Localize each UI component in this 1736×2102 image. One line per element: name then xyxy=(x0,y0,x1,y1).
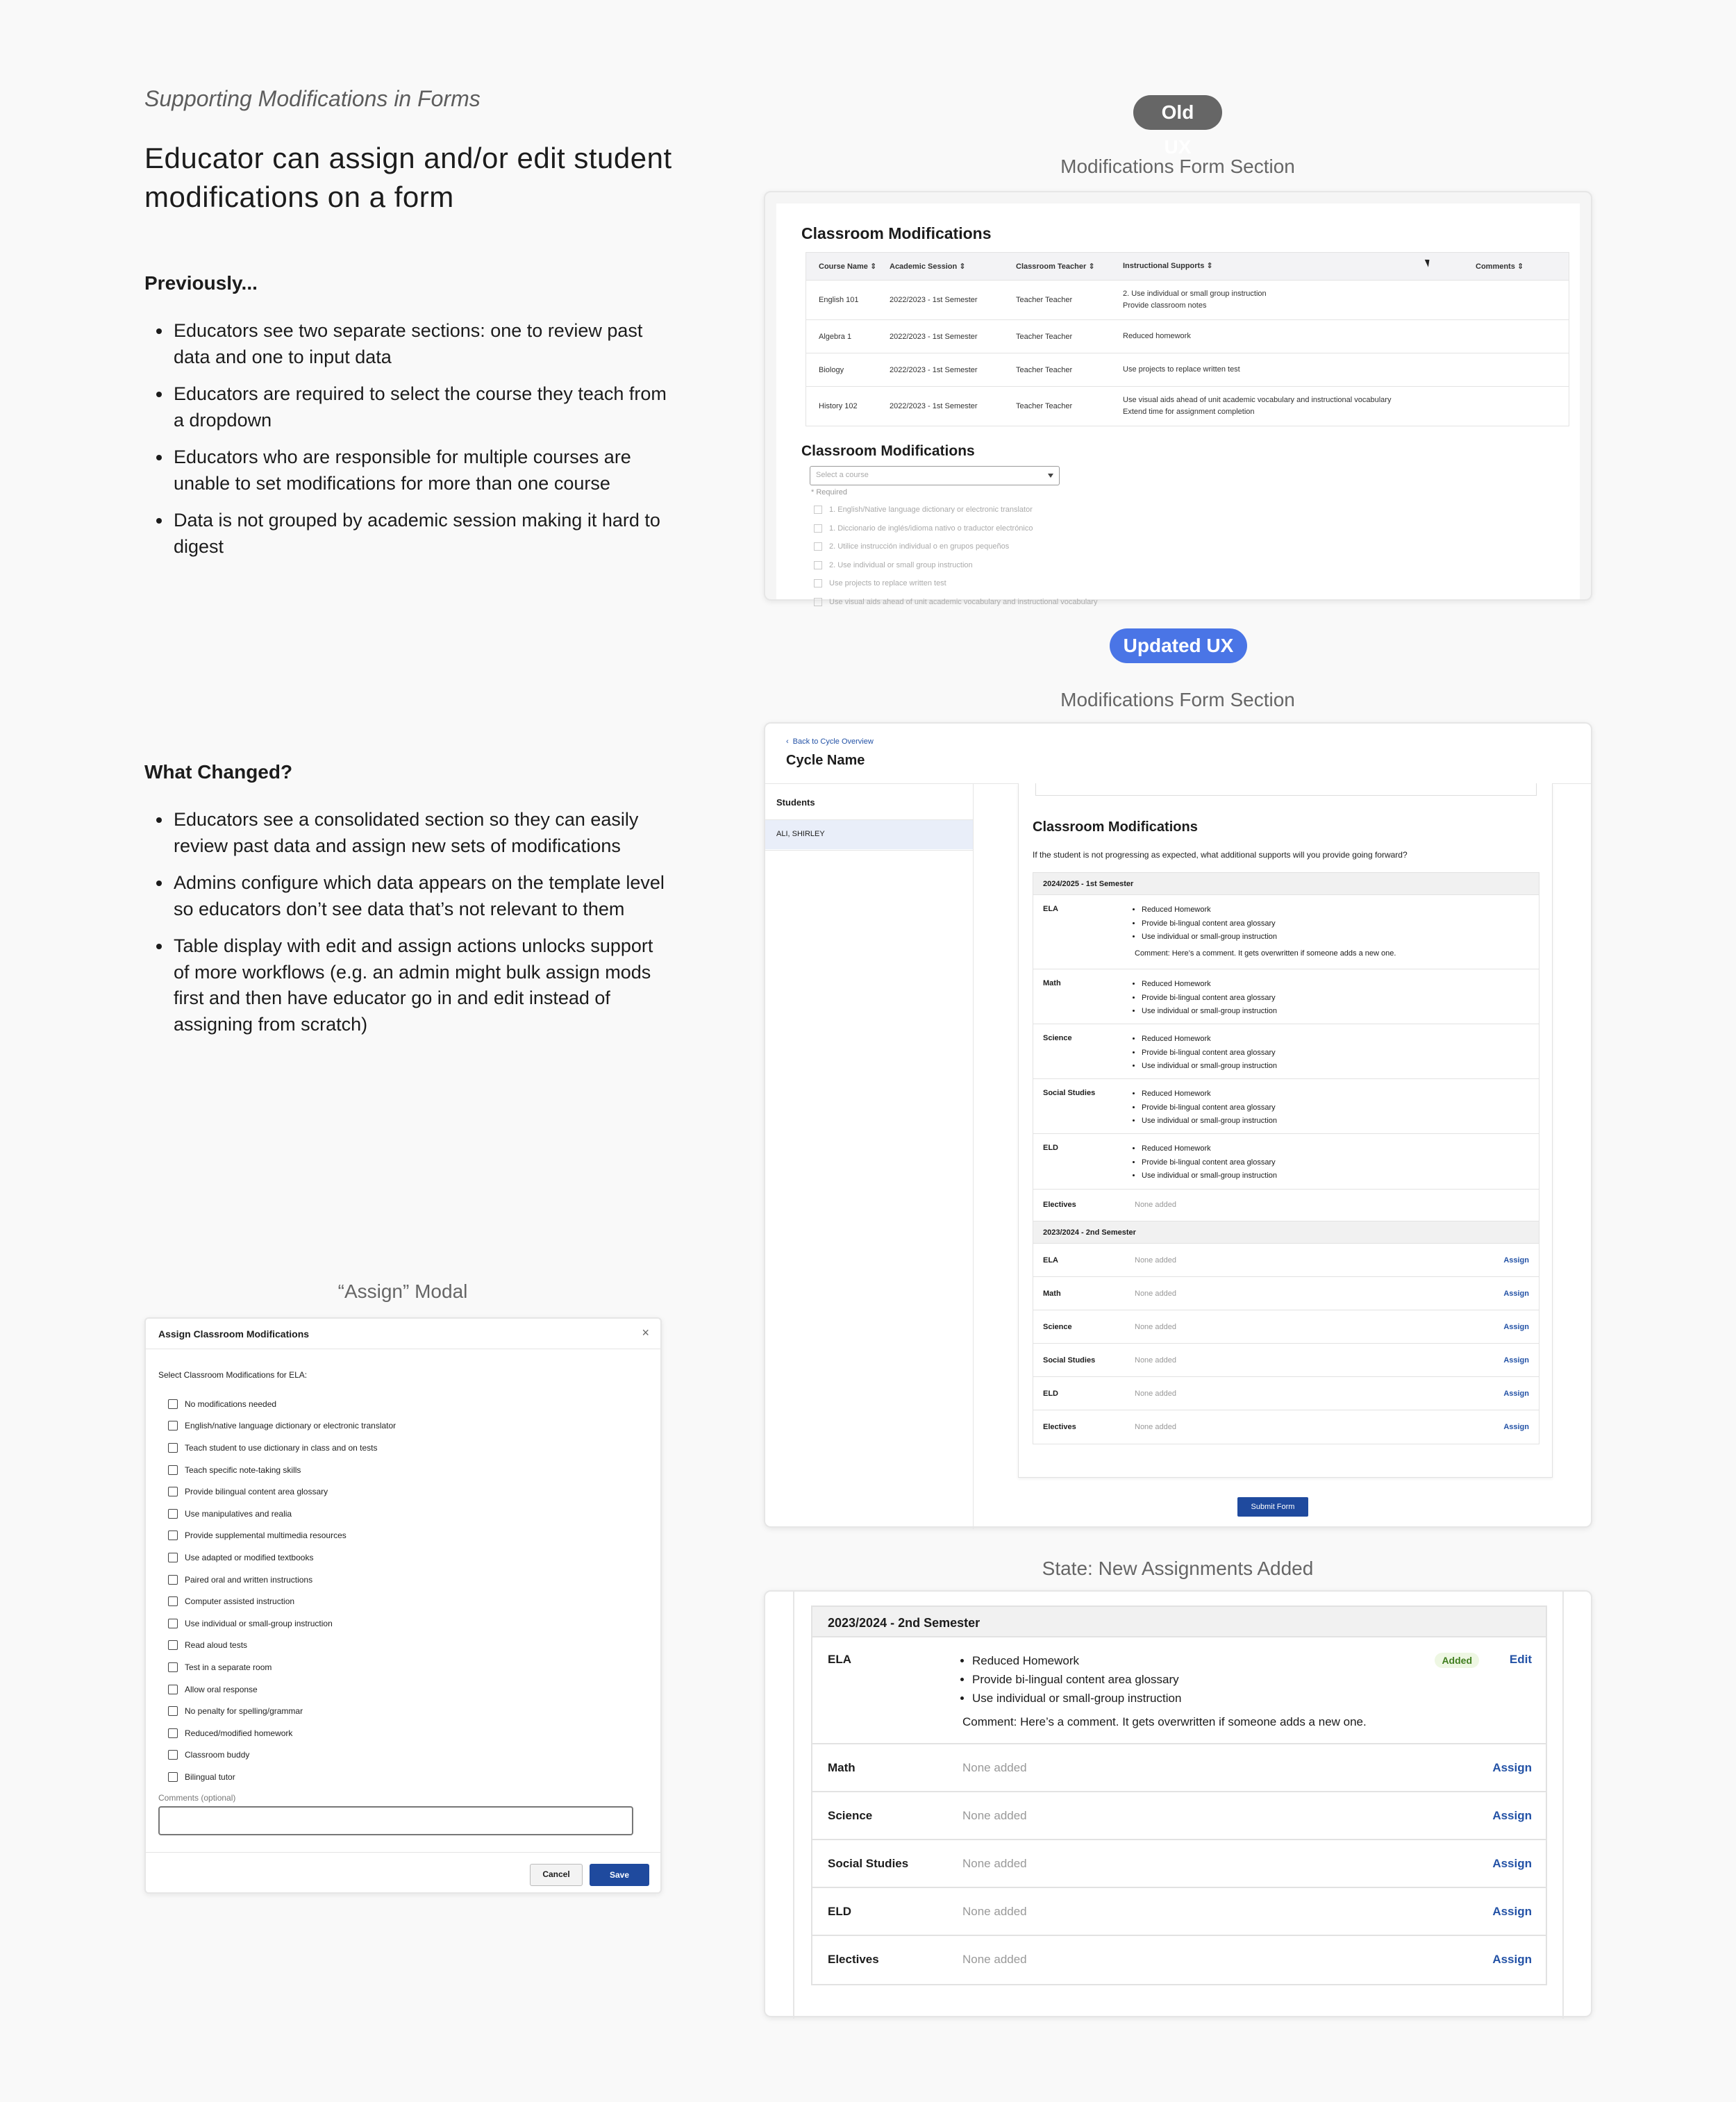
cell-session: 2022/2023 - 1st Semester xyxy=(890,332,978,341)
checkbox-icon xyxy=(168,1443,178,1453)
checkbox-icon xyxy=(168,1685,178,1694)
option-label: Use adapted or modified textbooks xyxy=(185,1552,314,1562)
option-label: Classroom buddy xyxy=(185,1750,250,1760)
list-item: • Use individual or small-group instruction xyxy=(972,1689,1181,1708)
option-label: Provide supplemental multimedia resources xyxy=(185,1530,347,1541)
option-checkbox[interactable] xyxy=(168,1766,396,1788)
column-header-session[interactable]: Academic Session ⇕ xyxy=(890,262,966,271)
option-checkbox[interactable] xyxy=(168,1480,396,1503)
checkbox-icon xyxy=(814,598,822,606)
option-label: 2. Utilice instrucción individual o en grupos pequeños xyxy=(829,542,1010,551)
caret-down-icon xyxy=(1048,474,1053,478)
old-ux-pill: Old UX xyxy=(1133,95,1222,130)
option-checkbox[interactable] xyxy=(168,1525,396,1547)
table-row xyxy=(1033,895,1539,969)
cell-supports xyxy=(1123,331,1476,342)
option-checkbox[interactable] xyxy=(168,1503,396,1525)
option-label: 1. English/Native language dictionary or electronic translator xyxy=(829,506,1033,515)
cell-session: 2022/2023 - 1st Semester xyxy=(890,296,978,304)
subject-label: ELA xyxy=(1043,1256,1058,1265)
checkbox-icon xyxy=(168,1772,178,1782)
option-checkbox[interactable] xyxy=(168,1459,396,1481)
subject-label: ELD xyxy=(1043,1390,1058,1398)
subject-label: Electives xyxy=(1043,1423,1076,1431)
sidebar-item-student[interactable]: ALI, SHIRLEY xyxy=(765,820,973,849)
assign-button[interactable]: Assign xyxy=(1503,1423,1529,1431)
checkbox-icon xyxy=(168,1596,178,1606)
cell-teacher: Teacher Teacher xyxy=(1016,402,1073,410)
checkbox-icon xyxy=(814,542,822,551)
list-item: • Use individual or small-group instruction xyxy=(1142,1005,1277,1019)
semester-header: 2024/2025 - 1st Semester xyxy=(1033,873,1539,895)
checkbox-icon xyxy=(814,524,822,533)
cell-teacher: Teacher Teacher xyxy=(1016,296,1073,304)
cell-supports xyxy=(1123,364,1476,376)
option-checkbox[interactable] xyxy=(168,1635,396,1657)
status-badge: Added xyxy=(1435,1653,1479,1668)
table-row xyxy=(1033,1310,1539,1344)
option-checkbox[interactable] xyxy=(168,1437,396,1459)
list-item: • Educators who are responsible for multiple courses are unable to set modifications for more than one course xyxy=(172,444,672,497)
option-label: Teach specific note-taking skills xyxy=(185,1465,301,1475)
option-label: Bilingual tutor xyxy=(185,1771,235,1782)
previously-title: Previously... xyxy=(144,272,258,294)
subject-label: Electives xyxy=(828,1953,879,1966)
table-row xyxy=(1033,1190,1539,1221)
semester-header: 2023/2024 - 2nd Semester xyxy=(812,1607,1546,1637)
checkbox-icon xyxy=(168,1509,178,1519)
support-line: Reduced homework xyxy=(1123,332,1191,340)
checkbox-icon xyxy=(168,1399,178,1409)
option-checkbox[interactable] xyxy=(168,1722,396,1744)
table-row xyxy=(1033,1244,1539,1277)
subject-label: ELA xyxy=(1043,905,1058,913)
checkbox-icon xyxy=(168,1640,178,1650)
section-title: Classroom Modifications xyxy=(801,224,992,242)
back-to-cycle-link[interactable] xyxy=(786,737,874,746)
none-added-text: None added xyxy=(1135,1390,1176,1398)
cell-teacher: Teacher Teacher xyxy=(1016,332,1073,341)
checkbox-icon xyxy=(814,579,822,587)
page-kicker: Supporting Modifications in Forms xyxy=(144,86,481,111)
cell-session: 2022/2023 - 1st Semester xyxy=(890,402,978,410)
checkbox-icon xyxy=(168,1619,178,1628)
option-label: Use individual or small-group instruction xyxy=(185,1618,333,1628)
page-headline: Educator can assign and/or edit student modifications on a form xyxy=(144,142,672,213)
option-label: Use manipulatives and realia xyxy=(185,1508,292,1519)
list-item: • Reduced Homework xyxy=(1142,1142,1277,1156)
cell-course: History 102 xyxy=(819,402,858,410)
option-label: Teach student to use dictionary in class and on tests xyxy=(185,1442,378,1453)
option-checkbox[interactable] xyxy=(814,574,1097,593)
option-label: Allow oral response xyxy=(185,1684,258,1694)
modal-instruction: Select Classroom Modifications for ELA: xyxy=(158,1370,308,1380)
old-ux-card xyxy=(764,191,1592,606)
sidebar-header: Students xyxy=(776,797,815,808)
table-row xyxy=(812,1936,1546,1984)
option-label: No penalty for spelling/grammar xyxy=(185,1706,303,1717)
support-line: Use projects to replace written test xyxy=(1123,365,1240,374)
option-label: Computer assisted instruction xyxy=(185,1596,295,1607)
subject-label: Math xyxy=(1043,1290,1061,1298)
support-line: 2. Use individual or small group instruction xyxy=(1123,290,1267,298)
modal-header xyxy=(146,1319,660,1349)
none-added-text: None added xyxy=(1135,1290,1176,1298)
subject-label: ELA xyxy=(828,1653,851,1666)
table-row xyxy=(1033,1024,1539,1079)
table-row xyxy=(812,1792,1546,1840)
modifications-table xyxy=(1033,872,1539,1444)
table-row xyxy=(1033,1079,1539,1134)
cell-course: English 101 xyxy=(819,296,859,304)
semester-header: 2023/2024 - 2nd Semester xyxy=(1033,1221,1539,1244)
subject-label: Social Studies xyxy=(828,1857,909,1870)
column-header-supports[interactable]: Instructional Supports ⇕ xyxy=(1123,262,1213,270)
column-header-comments[interactable]: Comments ⇕ xyxy=(1476,262,1524,271)
cell-teacher: Teacher Teacher xyxy=(1016,365,1073,374)
page-title: Cycle Name xyxy=(786,753,865,768)
required-note: * Required xyxy=(811,488,847,497)
form-main xyxy=(1018,783,1553,1505)
option-checkbox[interactable] xyxy=(814,501,1097,519)
assign-button[interactable]: Assign xyxy=(1503,1323,1529,1331)
option-checkbox[interactable] xyxy=(168,1590,396,1612)
save-button[interactable]: Save xyxy=(590,1864,649,1886)
subject-label: ELD xyxy=(1043,1144,1058,1152)
checkbox-icon xyxy=(168,1530,178,1540)
none-added-text: None added xyxy=(962,1905,1027,1918)
assign-button[interactable]: Assign xyxy=(1503,1390,1529,1398)
option-label: English/native language dictionary or electronic translator xyxy=(185,1421,397,1431)
list-item: • Educators see a consolidated section so they can easily review past data and assign new sets of modifications xyxy=(172,807,672,859)
option-label: Use projects to replace written test xyxy=(829,579,946,588)
table-row xyxy=(1033,1134,1539,1190)
option-label: Use visual aids ahead of unit academic vocabulary and instructional vocabulary xyxy=(829,597,1098,606)
modal-caption: “Assign” Modal xyxy=(337,1281,468,1302)
section-title: Classroom Modifications xyxy=(1033,819,1198,835)
table-header-row xyxy=(806,253,1569,281)
subject-label: Science xyxy=(1043,1323,1072,1331)
table-row xyxy=(1033,1277,1539,1310)
assign-button[interactable]: Assign xyxy=(1503,1290,1529,1298)
list-item: • Use individual or small-group instruction xyxy=(1142,1169,1277,1183)
course-select[interactable] xyxy=(810,466,1060,485)
assign-button[interactable]: Assign xyxy=(1492,1953,1532,1966)
subject-label: Social Studies xyxy=(1043,1356,1096,1365)
option-checkbox[interactable] xyxy=(168,1546,396,1569)
table-row xyxy=(806,281,1569,320)
list-item: • Admins configure which data appears on the template level so educators don’t see data that’s not relevant to them xyxy=(172,870,672,922)
section-question: If the student is not progressing as expected, what additional supports will you provide going forward? xyxy=(1033,850,1408,860)
list-item: • Educators are required to select the course they teach from a dropdown xyxy=(172,381,672,433)
option-checkbox[interactable] xyxy=(168,1415,396,1437)
state-caption: State: New Assignments Added xyxy=(1042,1558,1314,1579)
none-added-text: None added xyxy=(962,1809,1027,1822)
option-checkbox[interactable] xyxy=(168,1656,396,1678)
table-row xyxy=(1033,1410,1539,1444)
option-checkbox[interactable] xyxy=(814,519,1097,538)
subject-label: Science xyxy=(828,1809,873,1822)
none-added-text: None added xyxy=(962,1857,1027,1870)
close-icon[interactable]: × xyxy=(642,1326,649,1340)
modification-list xyxy=(1130,1033,1277,1074)
assign-button[interactable]: Assign xyxy=(1492,1857,1532,1870)
updated-ux-caption: Modifications Form Section xyxy=(1060,689,1295,710)
cell-supports xyxy=(1123,288,1476,312)
list-item: • Provide bi-lingual content area glossary xyxy=(1142,1101,1277,1115)
edit-button[interactable]: Edit xyxy=(1509,1653,1532,1666)
divider xyxy=(765,850,973,851)
cancel-button[interactable]: Cancel xyxy=(530,1864,583,1886)
changed-title: What Changed? xyxy=(144,761,293,783)
subject-label: Science xyxy=(1043,1034,1072,1042)
none-added-text: None added xyxy=(1135,1323,1176,1331)
list-item: • Data is not grouped by academic session making it hard to digest xyxy=(172,508,672,560)
assign-button[interactable]: Assign xyxy=(1492,1905,1532,1918)
none-added-text: None added xyxy=(1135,1423,1176,1431)
list-item: • Use individual or small-group instruction xyxy=(1142,1115,1277,1128)
cell-supports xyxy=(1123,394,1476,418)
modification-options xyxy=(168,1393,396,1788)
old-ux-form xyxy=(776,203,1580,606)
none-added-text: None added xyxy=(962,1953,1027,1966)
option-label: 1. Diccionario de inglés/idioma nativo o traductor electrónico xyxy=(829,524,1033,533)
table-row xyxy=(1033,1344,1539,1377)
students-sidebar xyxy=(765,783,974,1529)
none-added-text: None added xyxy=(1135,1256,1176,1265)
option-label: Test in a separate room xyxy=(185,1662,272,1672)
none-added-text: None added xyxy=(1135,1201,1176,1209)
assign-button[interactable]: Assign xyxy=(1503,1356,1529,1365)
option-checkbox[interactable] xyxy=(814,556,1097,575)
assign-button[interactable]: Assign xyxy=(1503,1256,1529,1265)
submit-form-button[interactable]: Submit Form xyxy=(1237,1497,1308,1517)
checkbox-icon xyxy=(168,1553,178,1562)
table-row xyxy=(806,387,1569,426)
back-link-label: Back to Cycle Overview xyxy=(792,737,874,746)
none-added-text: None added xyxy=(1135,1356,1176,1365)
checkbox-icon xyxy=(168,1487,178,1496)
list-item: • Provide bi-lingual content area glossary xyxy=(1142,1156,1277,1170)
list-item: • Provide bi-lingual content area glossary xyxy=(972,1670,1181,1689)
updated-ux-pill: Updated UX xyxy=(1110,628,1247,663)
subject-label: Electives xyxy=(1043,1201,1076,1209)
cell-course: Algebra 1 xyxy=(819,332,852,341)
table-row xyxy=(806,353,1569,387)
list-item: • Reduced Homework xyxy=(972,1651,1181,1670)
comments-input[interactable] xyxy=(158,1806,633,1835)
list-item: • Educators see two separate sections: one to review past data and one to input data xyxy=(172,318,672,370)
state-panel xyxy=(793,1592,1564,2019)
comment-text: Comment: Here’s a comment. It gets overwritten if someone adds a new one. xyxy=(1135,949,1396,958)
option-checkbox[interactable] xyxy=(168,1744,396,1767)
column-header-course[interactable]: Course Name ⇕ xyxy=(819,262,877,271)
checkbox-icon xyxy=(814,561,822,569)
table-row xyxy=(812,1637,1546,1744)
support-line: Provide classroom notes xyxy=(1123,301,1207,310)
list-item: • Reduced Homework xyxy=(1142,978,1277,992)
checkbox-icon xyxy=(168,1575,178,1585)
list-item: • Provide bi-lingual content area glossary xyxy=(1142,1046,1277,1060)
subject-label: ELD xyxy=(828,1905,851,1918)
assign-button[interactable]: Assign xyxy=(1492,1809,1532,1822)
table-row xyxy=(806,320,1569,353)
list-item: • Provide bi-lingual content area glossary xyxy=(1142,992,1277,1006)
checkbox-icon xyxy=(168,1465,178,1475)
list-item: • Reduced Homework xyxy=(1142,1033,1277,1046)
option-checkbox[interactable] xyxy=(814,537,1097,556)
checkbox-icon xyxy=(168,1706,178,1716)
table-row xyxy=(1033,969,1539,1024)
option-checkbox[interactable] xyxy=(168,1700,396,1722)
support-line: Use visual aids ahead of unit academic vocabulary and instructional vocabulary xyxy=(1123,396,1392,404)
option-label: 2. Use individual or small group instruction xyxy=(829,560,973,569)
modifications-table xyxy=(806,252,1569,426)
option-checkbox[interactable] xyxy=(168,1612,396,1635)
option-label: Paired oral and written instructions xyxy=(185,1574,313,1585)
changed-list xyxy=(144,807,672,1049)
assign-button[interactable]: Assign xyxy=(1492,1761,1532,1774)
comment-text: Comment: Here’s a comment. It gets overwritten if someone adds a new one. xyxy=(962,1715,1367,1728)
list-item: • Provide bi-lingual content area glossary xyxy=(1142,917,1277,931)
subject-label: Math xyxy=(1043,979,1061,987)
course-select-placeholder: Select a course xyxy=(816,471,869,479)
list-item: • Use individual or small-group instruction xyxy=(1142,931,1277,944)
option-label: Provide bilingual content area glossary xyxy=(185,1487,328,1497)
list-item: • Table display with edit and assign actions unlocks support of more workflows (e.g. an admin might bulk assign mods first and then have educator go in and edit instead of assigning from scratch) xyxy=(172,933,672,1037)
list-item: • Use individual or small-group instruction xyxy=(1142,1060,1277,1074)
old-ux-caption: Modifications Form Section xyxy=(1060,156,1295,177)
modification-list xyxy=(1130,903,1277,944)
option-checkbox[interactable] xyxy=(168,1393,396,1415)
modal-title: Assign Classroom Modifications xyxy=(158,1328,310,1340)
option-checkbox[interactable] xyxy=(814,593,1097,612)
option-label: Reduced/modified homework xyxy=(185,1728,293,1738)
modification-list xyxy=(1130,1087,1277,1128)
option-checkbox[interactable] xyxy=(168,1678,396,1701)
comments-label: Comments (optional) xyxy=(158,1793,236,1803)
modification-list xyxy=(1130,978,1277,1019)
option-label: No modifications needed xyxy=(185,1399,277,1409)
modification-list xyxy=(958,1651,1181,1708)
modifications-table xyxy=(811,1605,1547,1985)
table-row xyxy=(812,1888,1546,1936)
modifications-panel xyxy=(1018,783,1553,1478)
modification-options xyxy=(814,501,1097,611)
option-checkbox[interactable] xyxy=(168,1569,396,1591)
modal-footer xyxy=(146,1852,660,1895)
checkbox-icon xyxy=(168,1421,178,1430)
cell-course: Biology xyxy=(819,365,844,374)
previous-section-box xyxy=(1035,783,1537,796)
cell-session: 2022/2023 - 1st Semester xyxy=(890,365,978,374)
section-title: Classroom Modifications xyxy=(801,443,975,459)
support-line: Extend time for assignment completion xyxy=(1123,408,1255,416)
checkbox-icon xyxy=(168,1662,178,1672)
subject-label: Social Studies xyxy=(1043,1089,1096,1097)
table-row xyxy=(812,1840,1546,1888)
state-card xyxy=(764,1590,1592,2017)
assign-modal xyxy=(144,1317,662,1894)
checkbox-icon xyxy=(168,1728,178,1738)
none-added-text: None added xyxy=(962,1761,1027,1774)
subject-label: Math xyxy=(828,1761,856,1774)
previously-list xyxy=(144,318,672,571)
option-label: Read aloud tests xyxy=(185,1640,248,1651)
list-item: • Reduced Homework xyxy=(1142,903,1277,917)
checkbox-icon xyxy=(814,506,822,514)
checkbox-icon xyxy=(168,1750,178,1760)
list-item: • Reduced Homework xyxy=(1142,1087,1277,1101)
updated-ux-card xyxy=(764,722,1592,1528)
column-header-teacher[interactable]: Classroom Teacher ⇕ xyxy=(1016,262,1095,271)
table-row xyxy=(812,1744,1546,1792)
chevron-left-icon: ‹ xyxy=(786,737,789,746)
table-row xyxy=(1033,1377,1539,1410)
modification-list xyxy=(1130,1142,1277,1183)
